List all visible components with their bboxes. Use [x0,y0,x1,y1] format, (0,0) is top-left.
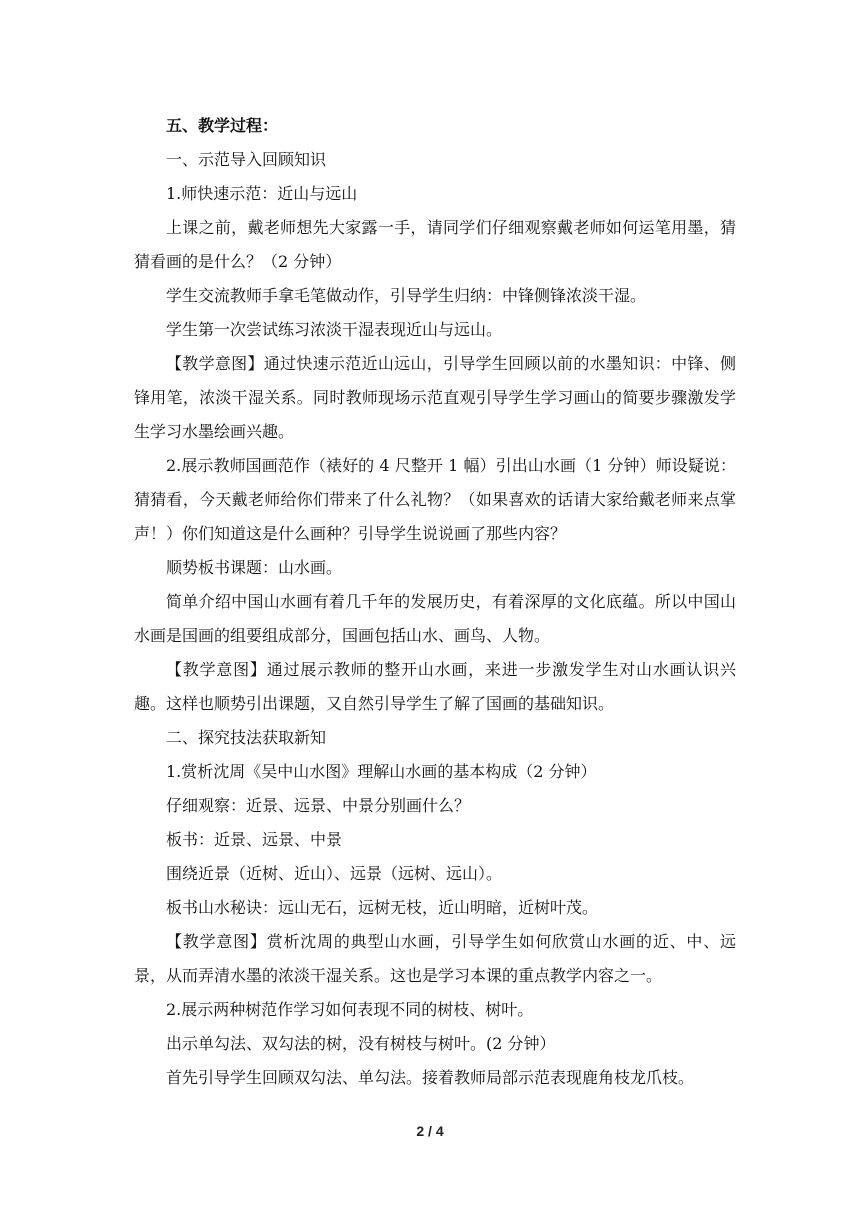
step-heading: 2.展示两种树范作学习如何表现不同的树枝、树叶。 [166,1000,534,1019]
step-heading: 1.赏析沈周《吴中山水图》理解山水画的基本构成（2 分钟） [166,762,597,781]
document-body [134,109,736,1095]
paragraph: 板书山水秘诀：远山无石，远树无枝，近山明暗，近树叶茂。 [166,898,599,917]
page-number: 2 / 4 [416,1123,444,1139]
paragraph: 简单介绍中国山水画有着几千年的发展历史，有着深厚的文化底蕴。所以中国山水画是国画的组要组成部分，国画包括山水、画鸟、人物。 [134,592,736,645]
paragraph: 学生第一次尝试练习浓淡干湿表现近山与远山。 [166,320,503,339]
subsection-heading: 一、示范导入回顾知识 [166,150,327,169]
paragraph: 板书：近景、远景、中景 [166,830,343,849]
paragraph: 上课之前，戴老师想先大家露一手，请同学们仔细观察戴老师如何运笔用墨，猜猜看画的是什么？（2 分钟） [134,218,736,271]
step-paragraph: 2.展示教师国画范作（裱好的 4 尺整开 1 幅）引出山水画（1 分钟）师设疑说：猜猜看，今天戴老师给你们带来了什么礼物？（如果喜欢的话请大家给戴老师来点掌声！）你们知道这是什么画种？引导学生说说画了那些内容？ [134,456,736,543]
section-heading: 五、教学过程： [166,116,279,135]
teaching-intent-paragraph: 【教学意图】赏析沈周的典型山水画，引导学生如何欣赏山水画的近、中、远景，从而弄清水墨的浓淡干湿关系。这也是学习本课的重点教学内容之一。 [134,932,736,985]
paragraph: 出示单勾法、双勾法的树，没有树枝与树叶。(2 分钟） [166,1034,556,1053]
teaching-intent-paragraph: 【教学意图】通过展示教师的整开山水画，来进一步激发学生对山水画认识兴趣。这样也顺势引出课题，又自然引导学生了解了国画的基础知识。 [134,660,736,713]
paragraph: 顺势板书课题：山水画。 [166,558,343,577]
teaching-intent-paragraph: 【教学意图】通过快速示范近山远山，引导学生回顾以前的水墨知识：中锋、侧锋用笔，浓淡干湿关系。同时教师现场示范直观引导学生学习画山的简要步骤激发学生学习水墨绘画兴趣。 [134,354,736,441]
step-heading: 1.师快速示范：近山与远山 [166,184,358,203]
subsection-heading: 二、探究技法获取新知 [166,728,327,747]
paragraph: 首先引导学生回顾双勾法、单勾法。接着教师局部示范表现鹿角枝龙爪枝。 [166,1068,695,1087]
paragraph: 学生交流教师手拿毛笔做动作，引导学生归纳：中锋侧锋浓淡干湿。 [166,286,647,305]
paragraph: 围绕近景（近树、近山）、远景（远树、远山）。 [166,864,503,883]
paragraph: 仔细观察：近景、远景、中景分别画什么？ [166,796,471,815]
